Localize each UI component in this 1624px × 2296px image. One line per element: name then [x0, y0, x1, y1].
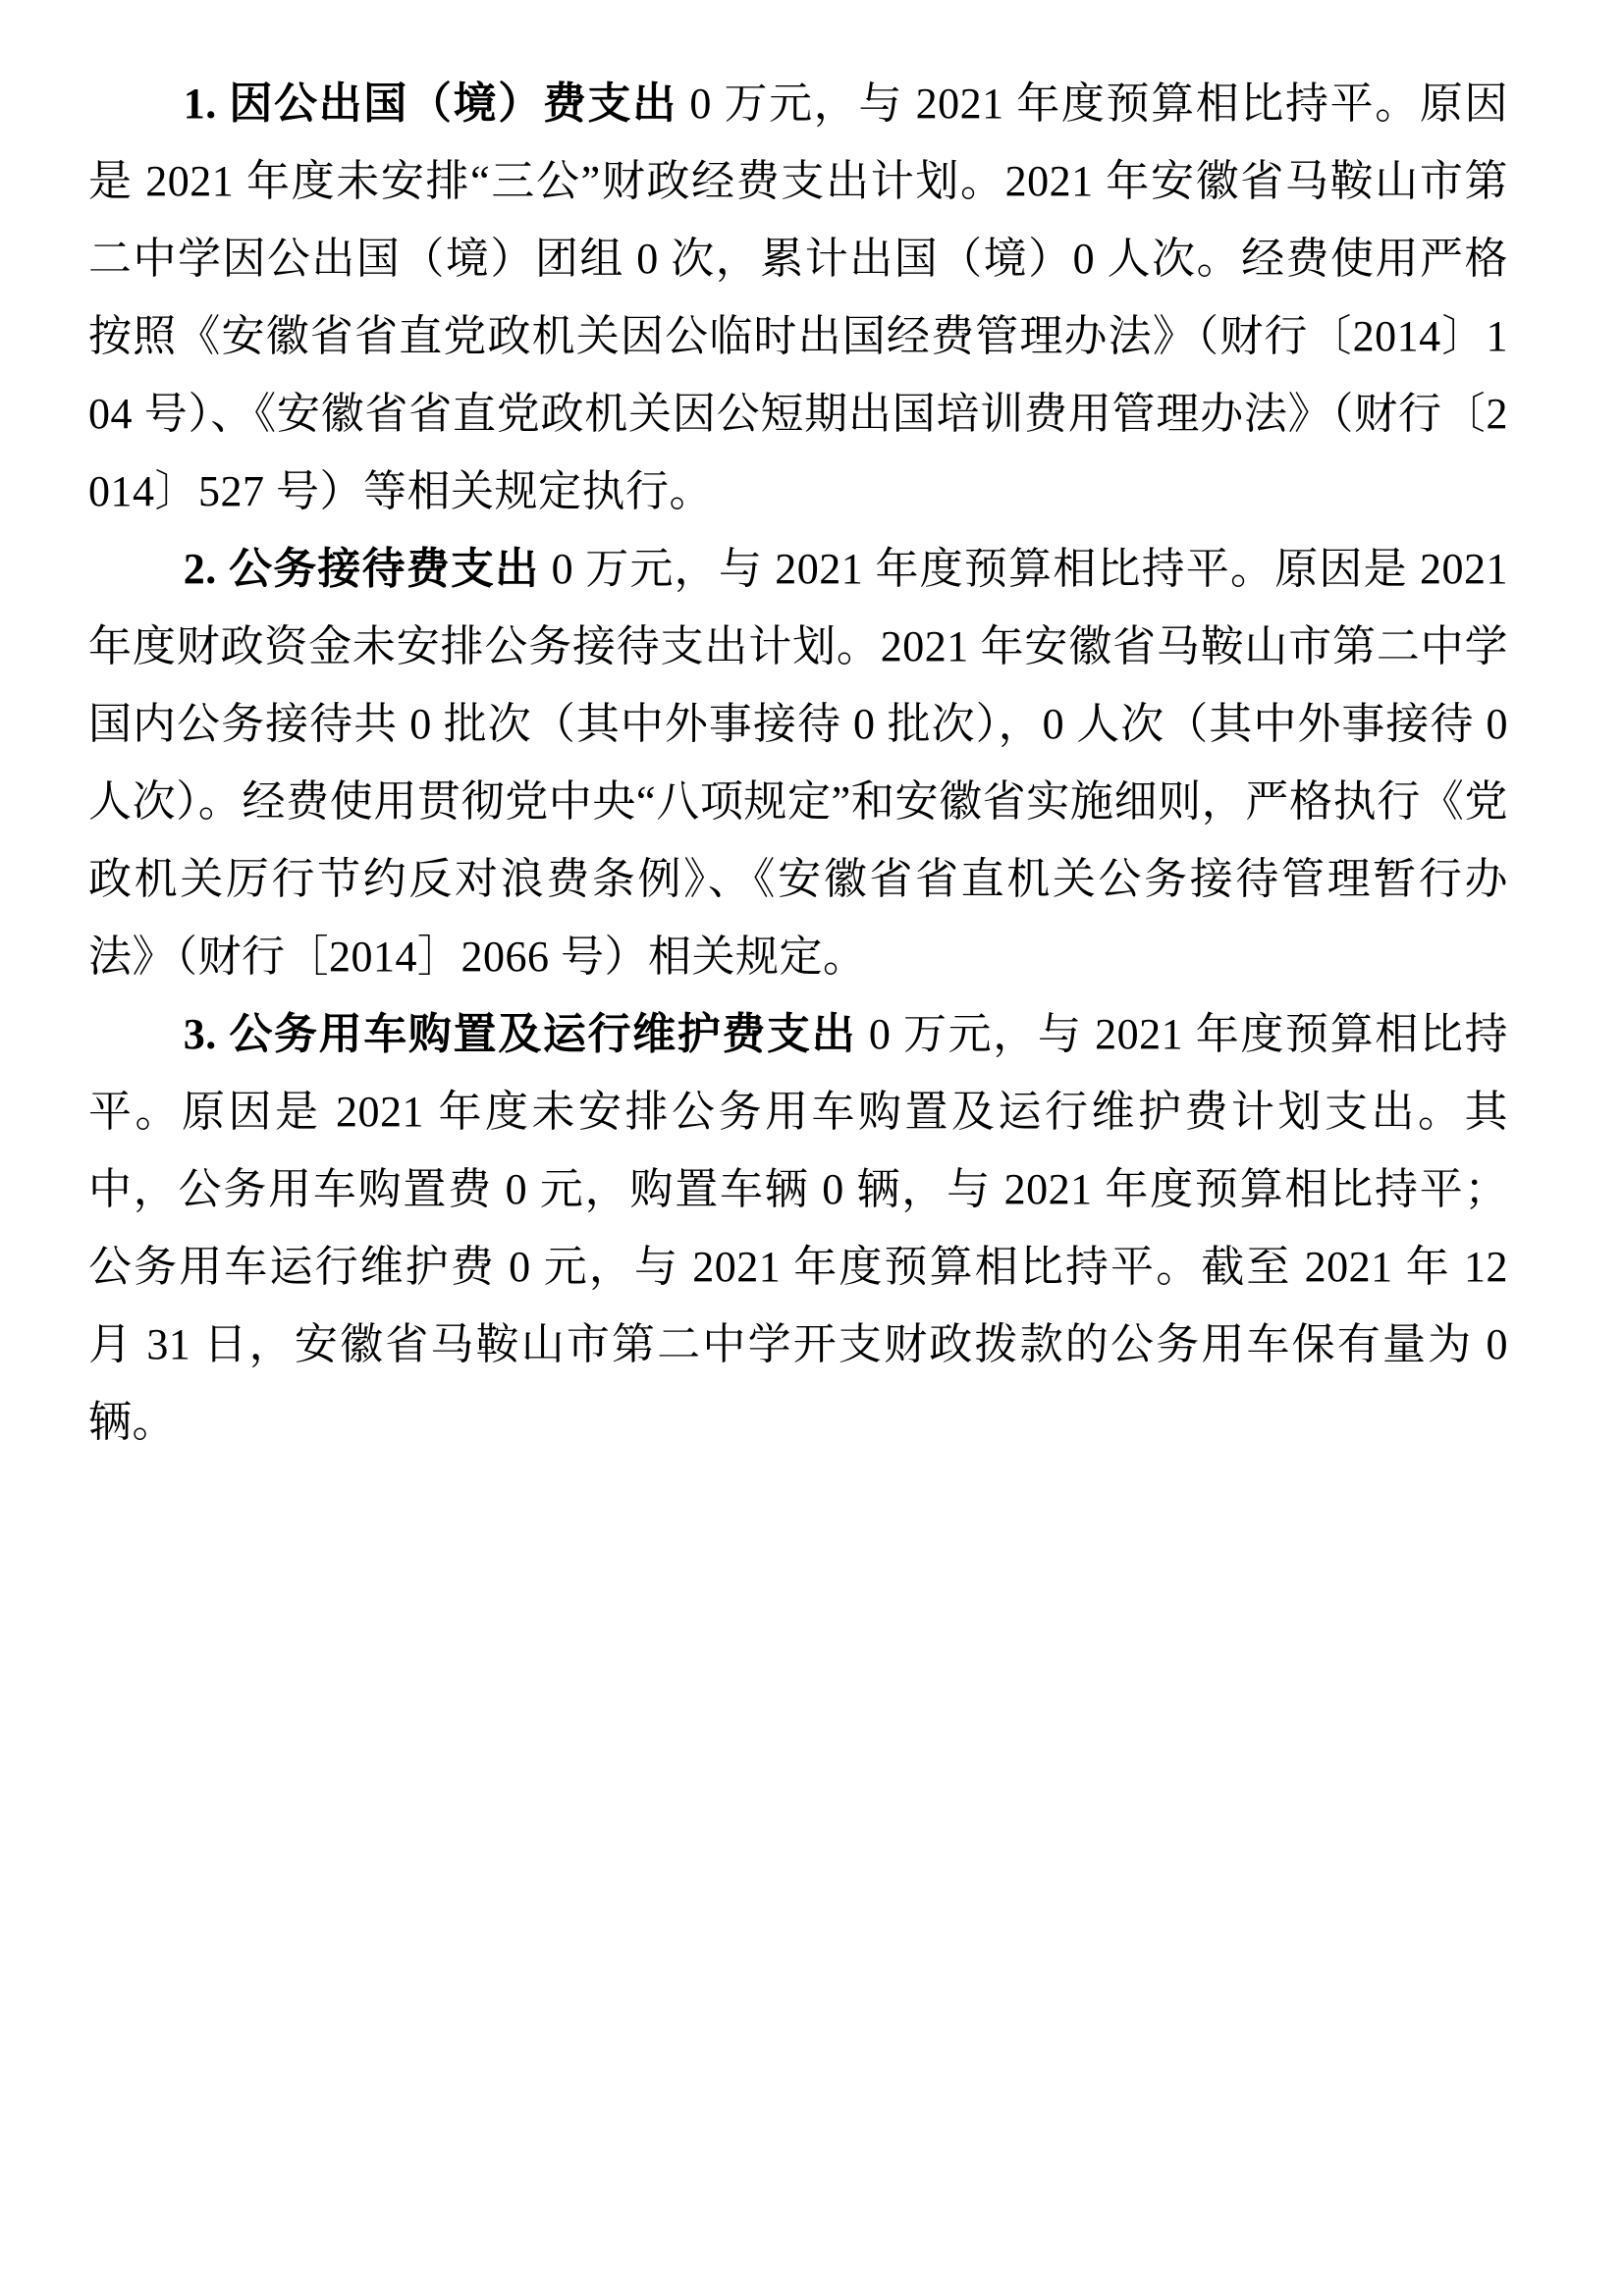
- paragraph-official-reception-expense: [88, 530, 1508, 995]
- document-text-block: [88, 65, 1508, 1461]
- paragraph-heading: 2. 公务接待费支出: [183, 545, 540, 593]
- paragraph-body: 0 万元，与 2021 年度预算相比持平。原因是 2021 年度未安排“三公”财政经费支出计划。2021 年安徽省马鞍山市第二中学因公出国（境）团组 0 次，累计出国（境）0 人次。经费使用严格按照《安徽省省直党政机关因公临时出国经费管理办法》（财行〔2014〕104 号）、《安徽省省直党政机关因公短期出国培训费用管理办法》（财行〔2014〕527 号）等相关规定执行。: [88, 80, 1509, 515]
- paragraph-overseas-travel-expense: [88, 65, 1508, 530]
- paragraph-official-vehicle-expense: [88, 995, 1508, 1461]
- paragraph-heading: 3. 公务用车购置及运行维护费支出: [183, 1010, 857, 1058]
- paragraph-body: 0 万元，与 2021 年度预算相比持平。原因是 2021 年度未安排公务用车购置及运行维护费计划支出。其中，公务用车购置费 0 元，购置车辆 0 辆，与 2021 年度预算相比持平；公务用车运行维护费 0 元，与 2021 年度预算相比持平。截至 2021 年 12 月 31 日，安徽省马鞍山市第二中学开支财政拨款的公务用车保有量为 0 辆。: [88, 1010, 1509, 1446]
- paragraph-body: 0 万元，与 2021 年度预算相比持平。原因是 2021 年度财政资金未安排公务接待支出计划。2021 年安徽省马鞍山市第二中学国内公务接待共 0 批次（其中外事接待 0 批次），0 人次（其中外事接待 0 人次）。经费使用贯彻党中央“八项规定”和安徽省实施细则，严格执行《党政机关厉行节约反对浪费条例》、《安徽省省直机关公务接待管理暂行办法》（财行［2014］2066 号）相关规定。: [88, 545, 1509, 981]
- paragraph-heading: 1. 因公出国（境）费支出: [183, 80, 677, 128]
